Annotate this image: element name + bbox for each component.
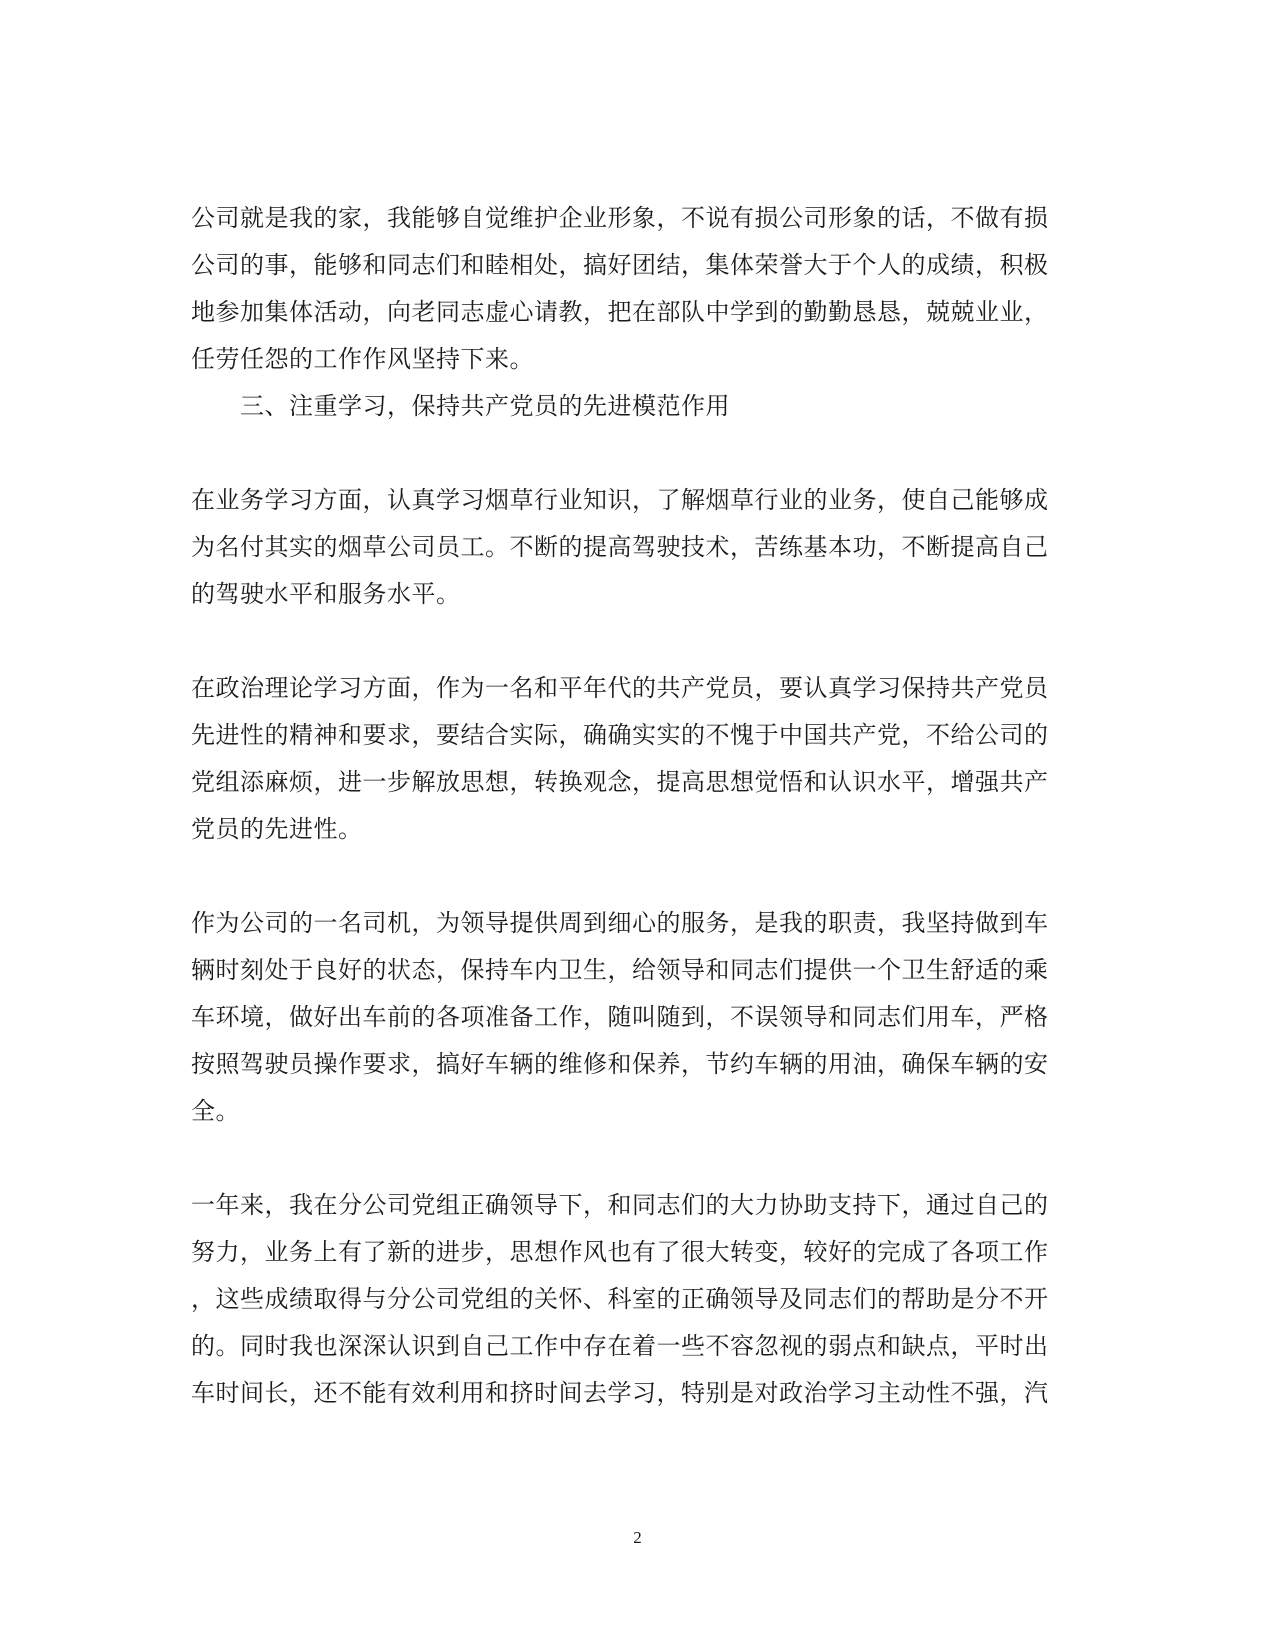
paragraph-3-line-3: 党组添麻烦，进一步解放思想，转换观念，提高思想觉悟和认识水平，增强共产 — [191, 768, 1049, 796]
paragraph-2-line-2: 为名付其实的烟草公司员工。不断的提高驾驶技术，苦练基本功，不断提高自己 — [191, 533, 1049, 561]
paragraph-4-line-5: 全。 — [191, 1097, 240, 1125]
paragraph-4-line-2: 辆时刻处于良好的状态，保持车内卫生，给领导和同志们提供一个卫生舒适的乘 — [191, 956, 1049, 984]
paragraph-2-line-3: 的驾驶水平和服务水平。 — [191, 580, 461, 608]
paragraph-3-line-4: 党员的先进性。 — [191, 815, 363, 843]
section-heading: 三、注重学习，保持共产党员的先进模范作用 — [240, 392, 730, 420]
paragraph-4-line-1: 作为公司的一名司机，为领导提供周到细心的服务，是我的职责，我坚持做到车 — [191, 909, 1049, 937]
paragraph-3-line-1: 在政治理论学习方面，作为一名和平年代的共产党员，要认真学习保持共产党员 — [191, 674, 1049, 702]
paragraph-4-line-3: 车环境，做好出车前的各项准备工作，随叫随到，不误领导和同志们用车，严格 — [191, 1003, 1049, 1031]
paragraph-1-line-3: 地参加集体活动，向老同志虚心请教，把在部队中学到的勤勤恳恳，兢兢业业， — [191, 298, 1049, 326]
paragraph-1-line-4: 任劳任怨的工作作风坚持下来。 — [191, 345, 534, 373]
paragraph-5-line-2: 努力，业务上有了新的进步，思想作风也有了很大转变，较好的完成了各项工作 — [191, 1238, 1049, 1266]
paragraph-1-line-2: 公司的事，能够和同志们和睦相处，搞好团结，集体荣誉大于个人的成绩，积极 — [191, 251, 1049, 279]
paragraph-5-line-3: ，这些成绩取得与分公司党组的关怀、科室的正确领导及同志们的帮助是分不开 — [191, 1285, 1049, 1313]
paragraph-4-line-4: 按照驾驶员操作要求，搞好车辆的维修和保养，节约车辆的用油，确保车辆的安 — [191, 1050, 1049, 1078]
page-number: 2 — [633, 1528, 642, 1547]
paragraph-5-line-1: 一年来，我在分公司党组正确领导下，和同志们的大力协助支持下，通过自己的 — [191, 1191, 1049, 1219]
paragraph-5-line-4: 的。同时我也深深认识到自己工作中存在着一些不容忽视的弱点和缺点，平时出 — [191, 1332, 1049, 1360]
paragraph-5-line-5: 车时间长，还不能有效利用和挤时间去学习，特别是对政治学习主动性不强，汽 — [191, 1379, 1049, 1407]
paragraph-2-line-1: 在业务学习方面，认真学习烟草行业知识，了解烟草行业的业务，使自己能够成 — [191, 486, 1049, 514]
paragraph-3-line-2: 先进性的精神和要求，要结合实际，确确实实的不愧于中国共产党，不给公司的 — [191, 721, 1049, 749]
paragraph-1-line-1: 公司就是我的家，我能够自觉维护企业形象，不说有损公司形象的话，不做有损 — [191, 204, 1049, 232]
